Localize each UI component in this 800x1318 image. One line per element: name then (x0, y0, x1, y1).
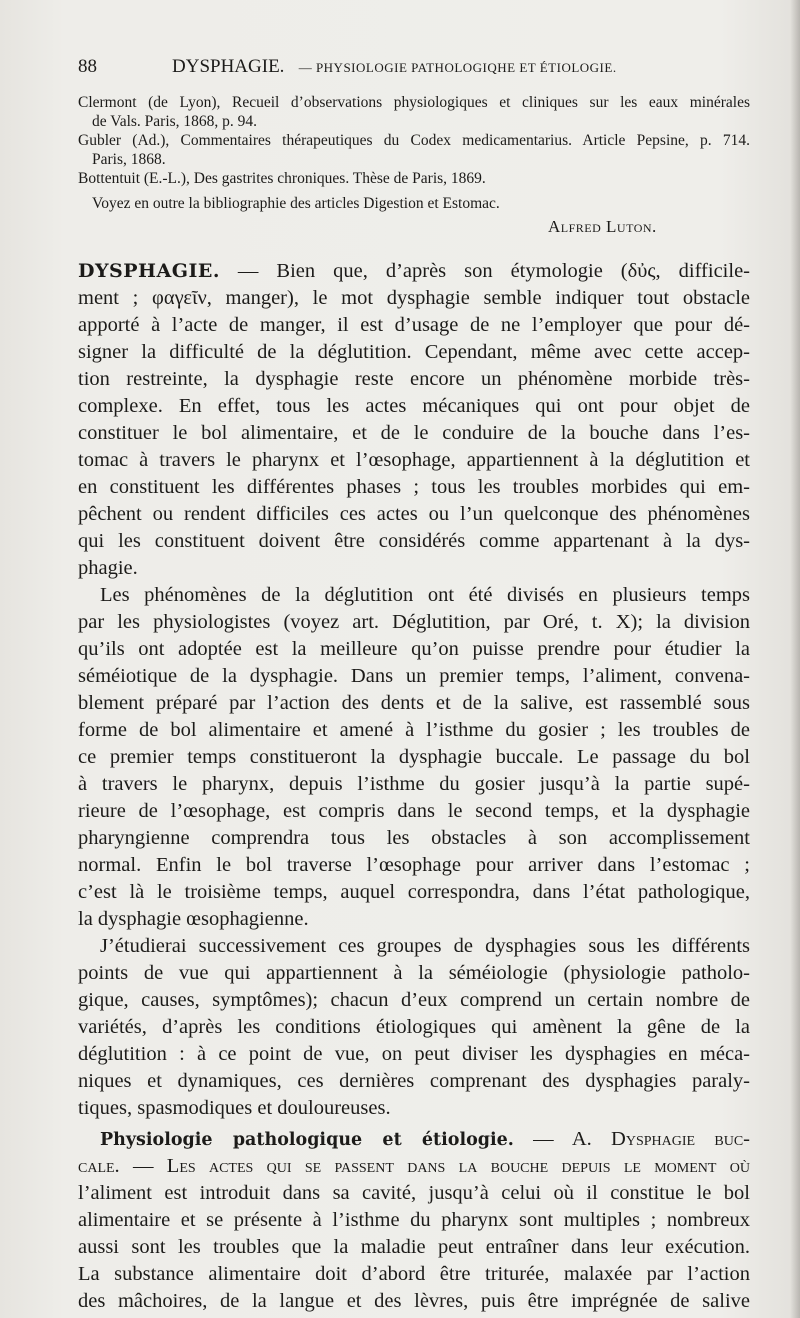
article-line: tomac à travers le pharynx et l’œsophage, appartiennent à la déglutition et (78, 449, 750, 471)
article-line: Les phénomènes de la déglutition ont été divisés en plusieurs temps (100, 584, 750, 606)
article-headword: DYSPHAGIE. (78, 260, 220, 282)
article-line: ment ; φαγεῖν, manger), le mot dysphagie semble indiquer tout obstacle (78, 287, 750, 309)
author-signature: Alfred Luton. (548, 217, 657, 236)
article-line: déglutition : à ce point de vue, on peut diviser les dysphagies en méca- (78, 1043, 750, 1065)
article-line: pêchent ou rendent difficiles ces actes ou l’un quelconque des phénomènes (78, 503, 750, 525)
bib-entry-3-line-1: Bottentuit (E.-L.), Des gastrites chroniques. Thèse de Paris, 1869. (78, 170, 486, 187)
article-line-1: DYSPHAGIE. — Bien que, d’après son étymologie (δὐς, difficile- (78, 260, 750, 282)
article-line: c’est là le troisième temps, auquel correspondra, dans l’état pathologique, (78, 881, 750, 903)
section-line-1: Physiologie pathologique et étiologie. — A. Dysphagie buc- (100, 1128, 750, 1150)
running-header (78, 56, 768, 86)
article-line: complexe. En effet, tous les actes mécaniques qui ont pour objet de (78, 395, 750, 417)
bib-entry-1-line-2: de Vals. Paris, 1868, p. 94. (92, 113, 258, 130)
section-line: l’aliment est introduit dans sa cavité, jusqu’à celui où il constitue le bol (78, 1182, 750, 1204)
article-line: rieure de l’œsophage, est compris dans le second temps, et la dysphagie (78, 800, 750, 822)
article-line: qui les constituent doivent être considérés comme appartenant à la dys- (78, 530, 750, 552)
article-line: ce premier temps constitueront la dysphagie buccale. Le passage du bol (78, 746, 750, 768)
page-edge-shadow (790, 0, 800, 1318)
section-heading: Physiologie pathologique et étiologie. (100, 1130, 514, 1150)
article-line: la dysphagie œsophagienne. (78, 908, 309, 930)
running-title-sub: — PHYSIOLOGIE PATHOLOGIQHE ET ÉTIOLOGIE. (298, 60, 617, 75)
bib-entry-2-line-2: Paris, 1868. (92, 151, 166, 168)
article-line: normal. Enfin le bol traverse l’œsophage pour arriver dans l’estomac ; (78, 854, 750, 876)
page-number: 88 (78, 56, 97, 77)
article-line: constituer le bol alimentaire, et de le conduire de la bouche dans l’es- (78, 422, 750, 444)
article-line: niques et dynamiques, ces dernières comprenant des dysphagies paraly- (78, 1070, 750, 1092)
article-line: tiques, spasmodiques et douloureuses. (78, 1097, 391, 1119)
article-line: pharyngienne comprendra tous les obstacles à son accomplissement (78, 827, 750, 849)
article-line: tion restreinte, la dysphagie reste encore un phénomène morbide très- (78, 368, 750, 390)
article-line: forme de bol alimentaire et amené à l’isthme du gosier ; les troubles de (78, 719, 750, 741)
article-line: à travers le pharynx, depuis l’isthme du gosier jusqu’à la partie supé- (78, 773, 750, 795)
article-line: points de vue qui appartiennent à la séméiologie (physiologie patholo- (78, 962, 750, 984)
article-line: séméiotique de la dysphagie. Dans un premier temps, l’aliment, convena- (78, 665, 750, 687)
section-line: des mâchoires, de la langue et des lèvres, puis être imprégnée de salive (78, 1290, 750, 1312)
article-line: qu’ils ont adoptée est la meilleure qu’on puisse prendre pour étudier la (78, 638, 750, 660)
article-line: signer la difficulté de la déglutition. Cependant, même avec cette accep- (78, 341, 750, 363)
article-line: phagie. (78, 557, 138, 579)
article-line: apporté à l’acte de manger, il est d’usage de ne l’employer que pour dé- (78, 314, 750, 336)
article-line: J’étudierai successivement ces groupes de dysphagies sous les différents (100, 935, 750, 957)
see-also-note: Voyez en outre la bibliographie des articles Digestion et Estomac. (92, 195, 500, 212)
section-line: La substance alimentaire doit d’abord être triturée, malaxée par l’action (78, 1263, 750, 1285)
bib-entry-2-line-1: Gubler (Ad.), Commentaires thérapeutiques du Codex medicamentarius. Article Pepsine, p. 714. (78, 132, 750, 149)
article-line: variétés, d’après les conditions étiologiques qui amènent la gêne de la (78, 1016, 750, 1038)
article-line: gique, causes, symptômes); chacun d’eux comprend un certain nombre de (78, 989, 750, 1011)
section-line: cale. — Les actes qui se passent dans la bouche depuis le moment où (78, 1155, 750, 1177)
running-title-main: DYSPHAGIE. (172, 56, 285, 77)
section-line: aussi sont les troubles que la maladie peut entraîner dans leur exécution. (78, 1236, 750, 1258)
bib-entry-1-line-1: Clermont (de Lyon), Recueil d’observations physiologiques et cliniques sur les eaux minérales (78, 94, 750, 111)
article-line: en constituent les différentes phases ; tous les troubles morbides qui em- (78, 476, 750, 498)
section-line: alimentaire et se présente à l’isthme du pharynx sont multiples ; nombreux (78, 1209, 750, 1231)
article-line: par les physiologistes (voyez art. Déglutition, par Oré, t. X); la division (78, 611, 750, 633)
running-title (172, 56, 617, 78)
article-line: blement préparé par l’action des dents et de la salive, est rassemblé sous (78, 692, 750, 714)
